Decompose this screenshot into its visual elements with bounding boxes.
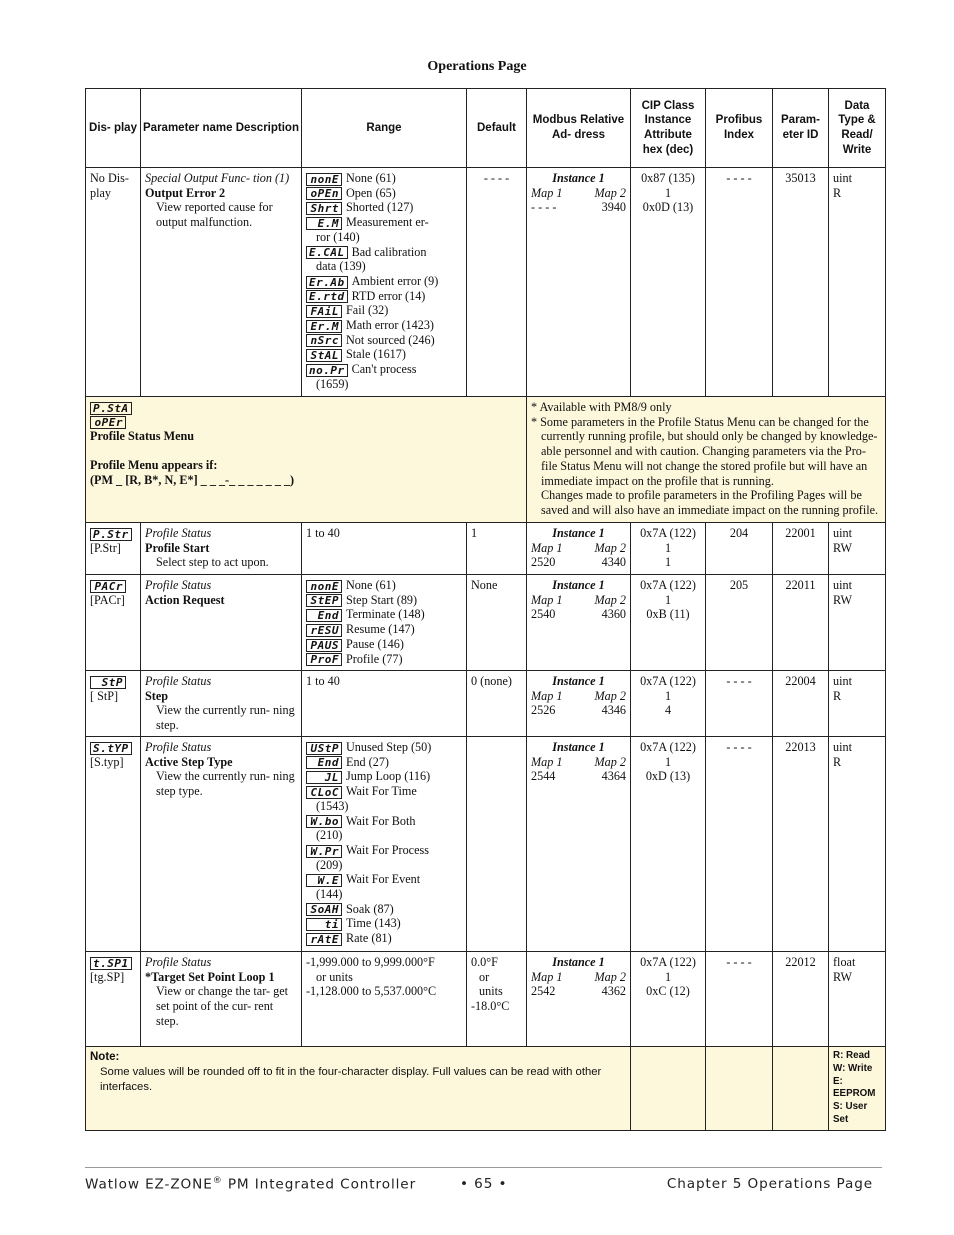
lcd-display: StEP: [306, 594, 342, 607]
map1-label: Map 1: [531, 969, 563, 984]
map1-value: 2526: [531, 703, 556, 718]
modbus-cell: [527, 737, 631, 952]
lcd-display: UStP: [306, 742, 342, 755]
lcd-display: W.bo: [306, 815, 342, 828]
option-label: Jump Loop (116): [346, 769, 431, 784]
option-label: None (61): [346, 578, 396, 592]
option-label-cont: ror (140): [316, 229, 360, 244]
param-category: Profile Status: [145, 674, 212, 688]
map2-value: 3940: [601, 200, 626, 215]
param-cell: [141, 671, 302, 737]
param-cell: [141, 523, 302, 575]
lcd-display: t.SP1: [90, 957, 132, 970]
data-type: uint: [833, 171, 852, 185]
data-type-cell: [829, 523, 886, 575]
range-cell: 1 to 40: [302, 671, 467, 737]
cip-class: 0x7A (122): [640, 526, 696, 540]
option-label: Wait For Time: [346, 784, 417, 799]
default-line: units: [479, 984, 503, 999]
cip-cell: [631, 737, 706, 952]
lcd-display: PAUS: [306, 639, 342, 652]
range-cell: [302, 737, 467, 952]
lcd-display: FAiL: [306, 305, 342, 318]
cip-cell: [631, 952, 706, 1047]
note-title: Note:: [90, 1051, 120, 1063]
modbus-cell: [527, 575, 631, 671]
profibus-cell: - - - -: [706, 737, 773, 952]
read-write: R: [833, 754, 842, 769]
option-label: Pause (146): [346, 636, 404, 651]
data-type: float: [833, 955, 856, 969]
param-desc: Select step to act upon.: [156, 555, 269, 570]
menu-row: [86, 397, 886, 523]
note-empty-cell: [773, 1047, 829, 1131]
lcd-display: E.CAL: [306, 246, 348, 259]
option-item: [306, 578, 462, 593]
option-label: Ambient error (9): [351, 273, 439, 288]
data-type: uint: [833, 674, 852, 688]
cip-attribute: 4: [664, 703, 672, 718]
default-line: -18.0°C: [471, 999, 510, 1014]
option-label: Can't process: [351, 362, 417, 377]
option-item: [306, 755, 462, 770]
read-write: R: [833, 185, 842, 200]
lcd-display: E.M: [306, 217, 342, 230]
option-label: Time (143): [346, 916, 401, 931]
display-code: [tg.SP]: [90, 969, 125, 984]
data-type: uint: [833, 578, 852, 592]
header-param-id: Param- eter ID: [773, 89, 829, 168]
map1-value: - - - -: [531, 200, 557, 215]
header-range: Range: [302, 89, 467, 168]
legend-item: R: Read: [833, 1050, 871, 1061]
option-label-cont: (144): [316, 887, 343, 902]
profibus-cell: 204: [706, 523, 773, 575]
cip-class: 0x87 (135): [641, 171, 695, 185]
map2-value: 4346: [601, 703, 626, 718]
lcd-display: P.Str: [90, 528, 132, 541]
default-cell: 1: [467, 523, 527, 575]
display-code: [ StP]: [90, 688, 119, 703]
display-code: [P.Str]: [90, 540, 121, 555]
range-line: -1,128.000 to 5,537.000°C: [306, 984, 437, 999]
map1-value: 2520: [531, 555, 556, 570]
header-data-type: Data Type & Read/ Write: [829, 89, 886, 168]
option-label-cont: (1543): [316, 798, 349, 813]
table-row: [86, 671, 886, 737]
cip-cell: [631, 671, 706, 737]
cip-attribute: 0x0D (13): [642, 200, 694, 215]
cip-class: 0x7A (122): [640, 674, 696, 688]
footer-chapter: Chapter 5 Operations Page: [666, 1176, 873, 1192]
data-type-cell: [829, 575, 886, 671]
lcd-display: W.E: [306, 874, 342, 887]
option-item: [306, 843, 462, 858]
header-param-name: Parameter name Description: [141, 89, 302, 168]
display-cell: [86, 737, 141, 952]
table-row: [86, 575, 886, 671]
param-cell: [141, 168, 302, 397]
param-id-cell: 22004: [773, 671, 829, 737]
cip-attribute: 0xD (13): [645, 769, 691, 784]
map1-label: Map 1: [531, 540, 563, 555]
param-name: Output Error 2: [145, 185, 226, 200]
lcd-display: oPEn: [306, 187, 342, 200]
map2-label: Map 2: [594, 688, 626, 703]
map2-label: Map 2: [594, 540, 626, 555]
modbus-cell: [527, 168, 631, 397]
option-item: [306, 637, 462, 652]
option-label-cont: data (139): [316, 259, 366, 274]
option-item: [306, 622, 462, 637]
option-label: Soak (87): [346, 901, 394, 916]
option-label: Math error (1423): [346, 318, 434, 333]
option-item: [306, 784, 462, 799]
modbus-cell: [527, 952, 631, 1047]
option-label: Wait For Event: [346, 872, 421, 887]
option-label: Stale (1617): [346, 347, 406, 362]
param-name: *Target Set Point Loop 1: [145, 969, 275, 984]
lcd-display: End: [306, 609, 342, 622]
note-empty-cell: [631, 1047, 706, 1131]
instance-label: Instance 1: [552, 171, 605, 185]
option-item: [306, 200, 462, 215]
display-cell: [86, 952, 141, 1047]
read-write: RW: [833, 592, 852, 607]
param-id-cell: 22013: [773, 737, 829, 952]
param-id-cell: 35013: [773, 168, 829, 397]
lcd-display: StAL: [306, 349, 342, 362]
option-item: [306, 303, 462, 318]
map2-value: 4362: [601, 984, 626, 999]
range-line: -1,999.000 to 9,999.000°F: [306, 955, 435, 969]
display-cell: No Dis- play: [86, 168, 141, 397]
option-label: Unused Step (50): [346, 740, 432, 754]
param-category: Profile Status: [145, 578, 212, 592]
lcd-display: PACr: [90, 580, 126, 593]
param-cell: [141, 575, 302, 671]
option-item: [306, 902, 462, 917]
option-label: Open (65): [346, 185, 396, 200]
display-cell: [86, 523, 141, 575]
option-label: Rate (81): [346, 931, 392, 946]
param-name: Profile Start: [145, 540, 210, 555]
table-row: [86, 523, 886, 575]
param-category: Profile Status: [145, 955, 212, 969]
map2-label: Map 2: [594, 185, 626, 200]
table-row: [86, 952, 886, 1047]
lcd-display: rAtE: [306, 933, 342, 946]
option-label: Shorted (127): [346, 200, 414, 215]
param-category: Profile Status: [145, 740, 212, 754]
modbus-cell: [527, 671, 631, 737]
cip-attribute: 1: [664, 555, 672, 570]
modbus-cell: [527, 523, 631, 575]
option-item: [306, 245, 462, 260]
option-item: [306, 362, 462, 377]
param-desc: View or change the tar- get set point of the cur- rent step.: [156, 984, 289, 1028]
lcd-display: E.rtd: [306, 290, 348, 303]
option-item: [306, 814, 462, 829]
range-line: or units: [316, 969, 353, 984]
option-label: Terminate (148): [346, 607, 425, 622]
option-label: Step Start (89): [346, 592, 418, 607]
profibus-cell: - - - -: [706, 952, 773, 1047]
page-title: Operations Page: [427, 59, 527, 74]
cip-cell: [631, 168, 706, 397]
option-label: Bad calibration: [351, 244, 427, 259]
map2-label: Map 2: [594, 969, 626, 984]
cip-instance: 1: [664, 185, 672, 200]
option-label: Resume (147): [346, 622, 415, 637]
option-item: [306, 593, 462, 608]
param-desc: View the currently run- ning step type.: [156, 769, 295, 799]
param-desc: View the currently run- ning step.: [156, 703, 295, 733]
profibus-cell: - - - -: [706, 168, 773, 397]
display-code: [S.typ]: [90, 754, 124, 769]
param-cell: [141, 952, 302, 1047]
legend-item: E: EEPROM: [833, 1075, 876, 1100]
option-list: [306, 740, 462, 946]
map1-value: 2540: [531, 607, 556, 622]
default-cell: - - - -: [467, 168, 527, 397]
option-item: [306, 289, 462, 304]
lcd-display: nSrc: [306, 334, 342, 347]
option-label-cont: (1659): [316, 376, 349, 391]
option-label-cont: (209): [316, 857, 343, 872]
option-item: [306, 318, 462, 333]
instance-label: Instance 1: [552, 526, 605, 540]
default-cell: [467, 737, 527, 952]
param-name: Step: [145, 688, 169, 703]
range-cell: [302, 168, 467, 397]
instance-label: Instance 1: [552, 674, 605, 688]
data-type-cell: [829, 671, 886, 737]
lcd-display: End: [306, 756, 342, 769]
legend-item: S: User: [833, 1101, 868, 1113]
note-empty-cell: [706, 1047, 773, 1131]
note-text: Some values will be rounded off to fit in the four-character display. Full values can be read with other interfaces.: [100, 1065, 602, 1093]
default-cell: 0 (none): [467, 671, 527, 737]
lcd-display: S.tYP: [90, 742, 132, 755]
option-list: [306, 578, 462, 666]
default-line: or: [479, 969, 490, 984]
map2-value: 4340: [601, 555, 626, 570]
instance-label: Instance 1: [552, 578, 605, 592]
lcd-display: rESU: [306, 624, 342, 637]
option-label: Measurement er-: [346, 215, 429, 230]
range-cell: 1 to 40: [302, 523, 467, 575]
cip-instance: 1: [664, 540, 672, 555]
data-type-cell: [829, 952, 886, 1047]
display-cell: [86, 575, 141, 671]
data-type: uint: [833, 526, 852, 540]
param-name: Active Step Type: [145, 754, 233, 769]
default-cell: None: [467, 575, 527, 671]
lcd-display: CLoC: [306, 786, 342, 799]
header-display: Dis- play: [86, 89, 141, 168]
cip-attribute: 0xB (11): [646, 607, 690, 622]
cip-instance: 1: [664, 754, 672, 769]
option-label: Profile (77): [346, 651, 403, 666]
note-cell: [86, 1047, 631, 1131]
menu-title: Profile Status Menu: [90, 429, 195, 444]
cip-instance: 1: [664, 969, 672, 984]
default-line: 0.0°F: [471, 955, 498, 969]
lcd-display: oPEr: [90, 416, 126, 429]
cip-class: 0x7A (122): [640, 578, 696, 592]
option-item: [306, 872, 462, 887]
lcd-display: nonE: [306, 580, 342, 593]
read-write: R: [833, 688, 842, 703]
param-id-cell: 22001: [773, 523, 829, 575]
menu-condition: (PM _ [R, B*, N, E*] _ _ _-_ _ _ _ _ _ _): [90, 472, 295, 487]
option-item: [306, 740, 462, 755]
option-item: [306, 769, 462, 784]
map1-value: 2542: [531, 984, 556, 999]
lcd-display: Er.M: [306, 320, 342, 333]
parameter-table: [85, 88, 886, 1131]
lcd-display: StP: [90, 676, 126, 689]
header-modbus: Modbus Relative Ad- dress: [527, 89, 631, 168]
range-cell: [302, 952, 467, 1047]
param-id-cell: 22011: [773, 575, 829, 671]
data-type: uint: [833, 740, 852, 754]
map1-label: Map 1: [531, 185, 563, 200]
menu-note: * Some parameters in the Profile Status Menu can be changed for the currently running profile, but should only be changed by knowledge- able personnel and with caution. Changing parameters via the Pro- file Status Menu will not change the stored profile but will have an immediate impact on the profile that is running.: [531, 414, 878, 488]
map1-value: 2544: [531, 769, 556, 784]
option-item: [306, 333, 462, 348]
profibus-cell: 205: [706, 575, 773, 671]
lcd-display: no.Pr: [306, 364, 348, 377]
cip-attribute: 0xC (12): [646, 984, 690, 999]
profibus-cell: - - - -: [706, 671, 773, 737]
map2-label: Map 2: [594, 592, 626, 607]
display-code: [PACr]: [90, 592, 125, 607]
option-item: [306, 652, 462, 667]
menu-notes-cell: [527, 397, 886, 523]
option-item: [306, 347, 462, 362]
footer-product: PM Integrated Controller: [222, 1176, 417, 1193]
option-label: End (27): [346, 754, 389, 769]
header-cip: CIP Class Instance Attribute hex (dec): [631, 89, 706, 168]
read-write: RW: [833, 540, 852, 555]
option-item: [306, 931, 462, 946]
option-label: Fail (32): [346, 303, 389, 318]
option-item: [306, 171, 462, 186]
param-name: Action Request: [145, 592, 225, 607]
data-type-cell: [829, 737, 886, 952]
param-cell: [141, 737, 302, 952]
lcd-display: P.StA: [90, 402, 132, 415]
display-cell: [86, 671, 141, 737]
lcd-display: nonE: [306, 173, 342, 186]
lcd-display: SoAH: [306, 903, 342, 916]
menu-note: Changes made to profile parameters in the Profiling Pages will be saved and will also have an immediate impact on the running profile.: [541, 488, 879, 517]
option-item: [306, 186, 462, 201]
note-row: [86, 1047, 886, 1131]
option-label-cont: (210): [316, 828, 343, 843]
param-category: Special Output Func- tion (1): [145, 171, 290, 185]
cip-instance: 1: [664, 592, 672, 607]
option-label: Wait For Both: [346, 813, 416, 828]
menu-appears: Profile Menu appears if:: [90, 458, 218, 473]
range-cell: [302, 575, 467, 671]
legend-item: Set: [833, 1113, 849, 1125]
cip-instance: 1: [664, 688, 672, 703]
lcd-display: ProF: [306, 653, 342, 666]
instance-label: Instance 1: [552, 955, 605, 969]
lcd-display: JL: [306, 771, 342, 784]
map1-label: Map 1: [531, 688, 563, 703]
legend-cell: [829, 1047, 886, 1131]
lcd-display: Shrt: [306, 202, 342, 215]
option-label: Not sourced (246): [346, 332, 435, 347]
registered-mark: ®: [212, 1176, 223, 1186]
cip-class: 0x7A (122): [640, 955, 696, 969]
default-cell: [467, 952, 527, 1047]
lcd-display: ti: [306, 918, 342, 931]
cip-cell: [631, 523, 706, 575]
option-label: None (61): [346, 171, 396, 185]
header-row: [86, 89, 886, 168]
legend-item: W: Write: [833, 1062, 873, 1074]
cip-class: 0x7A (122): [640, 740, 696, 754]
table-row: [86, 737, 886, 952]
data-type-cell: [829, 168, 886, 397]
map2-value: 4364: [601, 769, 626, 784]
param-desc: View reported cause for output malfunction.: [156, 200, 273, 230]
footer-title: [85, 1176, 416, 1193]
lcd-display: Er.Ab: [306, 276, 348, 289]
menu-note: * Available with PM8/9 only: [531, 400, 672, 414]
param-id-cell: 22012: [773, 952, 829, 1047]
lcd-display: W.Pr: [306, 845, 342, 858]
footer-brand: Watlow EZ-ZONE: [85, 1176, 213, 1193]
option-item: [306, 215, 462, 230]
map2-value: 4360: [601, 607, 626, 622]
page-number: • 65 •: [460, 1176, 508, 1192]
option-label: RTD error (14): [351, 288, 426, 303]
table-row: [86, 168, 886, 397]
map1-label: Map 1: [531, 592, 563, 607]
map2-label: Map 2: [594, 754, 626, 769]
cip-cell: [631, 575, 706, 671]
footer-divider: [85, 1167, 882, 1168]
map1-label: Map 1: [531, 754, 563, 769]
option-list: [306, 171, 462, 392]
menu-cell: [86, 397, 527, 523]
header-default: Default: [467, 89, 527, 168]
option-item: [306, 607, 462, 622]
param-category: Profile Status: [145, 526, 212, 540]
option-item: [306, 274, 462, 289]
header-profibus: Profibus Index: [706, 89, 773, 168]
option-label: Wait For Process: [346, 842, 429, 857]
option-item: [306, 916, 462, 931]
read-write: RW: [833, 969, 852, 984]
instance-label: Instance 1: [552, 740, 605, 754]
